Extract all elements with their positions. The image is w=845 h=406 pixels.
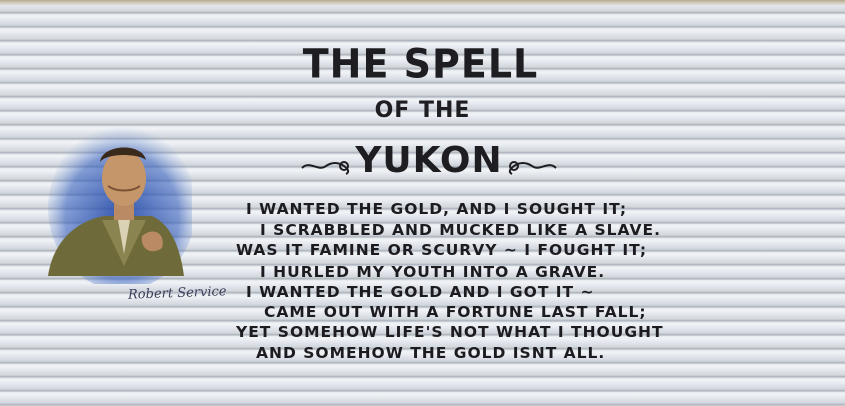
- poem-line-2: I SCRABBLED AND MUCKED LIKE A SLAVE.: [260, 221, 661, 239]
- poem-line-1: I WANTED THE GOLD, AND I SOUGHT IT;: [246, 200, 628, 218]
- title-line-3-row: [300, 140, 560, 190]
- poem-line-3: WAS IT FAMINE OR SCURVY ~ I FOUGHT IT;: [236, 241, 648, 259]
- poem-line-5: I WANTED THE GOLD AND I GOT IT ~: [246, 283, 595, 301]
- poem-line-8: AND SOMEHOW THE GOLD ISNT ALL.: [256, 344, 606, 362]
- artist-signature: Robert Service: [127, 284, 227, 303]
- title-line-1: THE SPELL: [302, 40, 539, 88]
- left-flourish-icon: [300, 154, 352, 176]
- portrait-painting: [42, 116, 192, 284]
- poem-line-7: YET SOMEHOW LIFE'S NOT WHAT I THOUGHT: [236, 323, 664, 341]
- right-flourish-icon: [506, 154, 558, 176]
- poem-line-4: I HURLED MY YOUTH INTO A GRAVE.: [260, 263, 606, 281]
- poem-line-6: CAME OUT WITH A FORTUNE LAST FALL;: [264, 303, 647, 321]
- title-line-2: OF THE: [374, 98, 471, 123]
- title-line-3: YUKON: [355, 140, 503, 181]
- top-edge: [0, 0, 845, 6]
